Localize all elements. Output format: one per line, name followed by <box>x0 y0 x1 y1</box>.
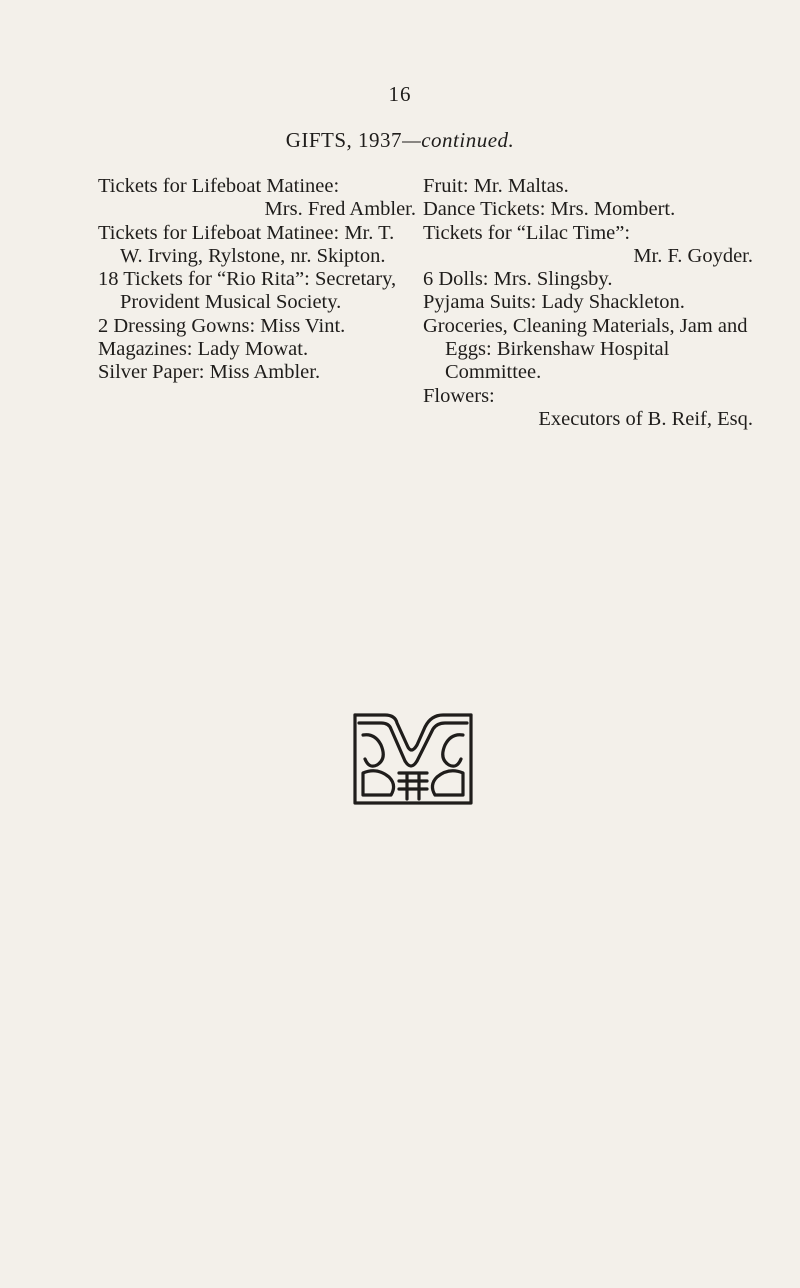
page-number: 16 <box>388 82 412 106</box>
gift-donor: Executors of B. Reif, Esq. <box>538 407 753 430</box>
gift-item: Tickets for Lifeboat Matinee: <box>98 175 340 197</box>
heading-continued: —continued. <box>402 128 515 152</box>
gift-entry <box>423 222 753 269</box>
heading-title: GIFTS, 1937 <box>285 128 403 152</box>
gift-entry: 6 Dolls: Mrs. Slingsby. <box>423 268 613 291</box>
gift-entry: 2 Dressing Gowns: Miss Vint. <box>98 314 346 337</box>
gift-entry: Silver Paper: Miss Ambler. <box>98 361 321 384</box>
gift-donor: Mr. F. Goyder. <box>633 244 753 267</box>
left-column <box>98 175 416 385</box>
right-column <box>423 175 753 431</box>
gift-entry <box>423 385 753 432</box>
gift-entry: Fruit: Mr. Maltas. <box>423 175 569 197</box>
gift-entry <box>98 175 416 222</box>
celtic-knot-ornament-icon <box>351 711 475 807</box>
gift-entry: Groceries, Cleaning Materials, Jam and Eggs: Birkenshaw Hospital Committee. <box>423 314 748 384</box>
gift-entry: 18 Tickets for “Rio Rita”: Secretary, Provident Musical Society. <box>98 268 397 314</box>
gift-entry: Pyjama Suits: Lady Shackleton. <box>423 291 685 314</box>
gift-item: Tickets for “Lilac Time”: <box>423 221 631 244</box>
gift-donor: Mrs. Fred Ambler. <box>264 198 416 221</box>
gift-entry: Magazines: Lady Mowat. <box>98 338 309 361</box>
gift-item: Flowers: <box>423 384 495 407</box>
gift-entry: Dance Tickets: Mrs. Mombert. <box>423 198 676 221</box>
gift-entry: Tickets for Lifeboat Matinee: Mr. T. W. Irving, Rylstone, nr. Skipton. <box>98 221 395 267</box>
page-heading <box>0 128 800 153</box>
